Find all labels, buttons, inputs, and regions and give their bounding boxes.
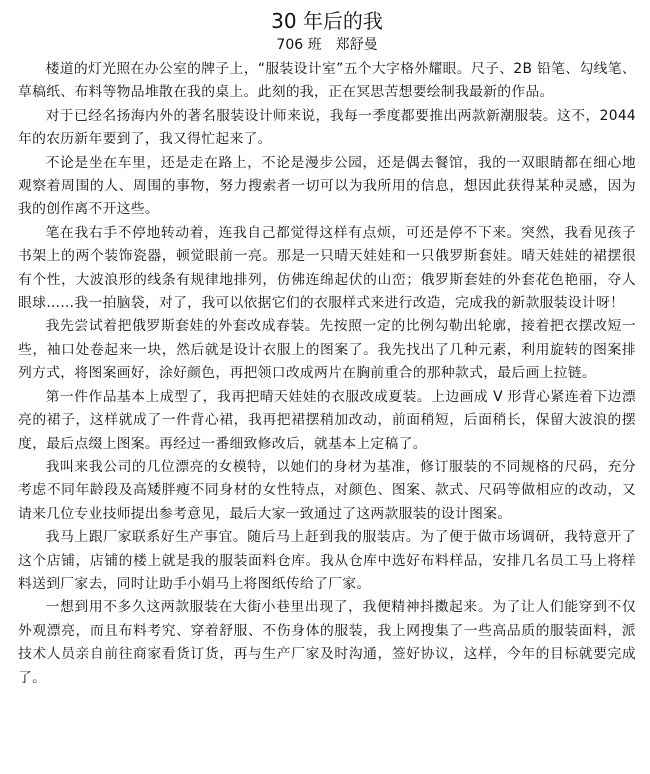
paragraph: 第一件作品基本上成型了，我再把晴天娃娃的衣服改成夏装。上边画成 V 形背心紧连着下边漂亮的裙子，这样就成了一件背心裙，我再把裙摆稍加改动，前面稍短，后面稍长，保留大波浪的摆度，最后点缀上图案。再经过一番细致修改后，就基本上定稿了。 [18,388,636,452]
essay-body [18,58,636,690]
author-name: 郑舒曼 [335,37,378,53]
paragraph: 对于已经名扬海内外的著名服装设计师来说，我每一季度都要推出两款新潮服装。这不，2044 年的农历新年要到了，我又得忙起来了。 [18,107,636,148]
paragraph: 笔在我右手不停地转动着，连我自己都觉得这样有点烦，可还是停不下来。突然，我看见孩子书架上的两个装饰瓷器，顿觉眼前一亮。那是一只晴天娃娃和一只俄罗斯套娃。晴天娃娃的裙摆很有个性，大波浪形的线条有规律地排列，仿佛连绵起伏的山峦；俄罗斯套娃的外套花色艳丽，夺人眼球……我一拍脑袋，对了，我可以依据它们的衣服样式来进行改造，完成我的新款服装设计呀！ [18,224,636,312]
byline [18,34,636,56]
paragraph: 我先尝试着把俄罗斯套娃的外套改成春装。先按照一定的比例勾勒出轮廓，接着把衣摆改短一些，袖口处卷起来一块，然后就是设计衣服上的图案了。我先找出了几种元素，利用旋转的图案排列方式，将图案画好，涂好颜色，再把领口改成两片在胸前重合的那种款式，最后画上拉链。 [18,318,636,382]
class-name: 706 班 [276,37,322,53]
paragraph: 我马上跟厂家联系好生产事宜。随后马上赶到我的服装店。为了便于做市场调研，我特意开了这个店铺，店铺的楼上就是我的服装面料仓库。我从仓库中选好布料样品，安排几名员工马上将样料送到厂家去，同时让助手小娟马上将图纸传给了厂家。 [18,529,636,592]
paragraph: 不论是坐在车里，还是走在路上，不论是漫步公园，还是偶去餐馆，我的一双眼睛都在细心地观察着周围的人、周围的事物，努力搜索者一切可以为我所用的信息，想因此获得某种灵感，因为我的创作离不开这些。 [18,154,636,218]
paragraph: 一想到用不多久这两款服装在大街小巷里出现了，我便精神抖擞起来。为了让人们能穿到不仅外观漂亮，而且布料考究、穿着舒服、不伤身体的服装，我上网搜集了一些高品质的服装面料，派技术人员亲自前往商家看货订货，再与生产厂家及时沟通，签好协议，这样，今年的目标就要完成了。 [18,599,636,686]
essay-title: 30 年后的我 [271,9,383,33]
paragraph: 楼道的灯光照在办公室的牌子上，“服装设计室”五个大字格外耀眼。尺子、2B 铅笔、勾线笔、草稿纸、布料等物品堆散在我的桌上。此刻的我，正在冥思苦想要绘制我最新的作品。 [18,61,636,101]
paragraph: 我叫来我公司的几位漂亮的女模特，以她们的身材为基准，修订服装的不同规格的尺码，充分考虑不同年龄段及高矮胖瘦不同身材的女性特点，对颜色、图案、款式、尺码等做相应的改动，又请来几位专业技师提出参考意见，最后大家一致通过了这两款服装的设计图案。 [18,458,636,522]
